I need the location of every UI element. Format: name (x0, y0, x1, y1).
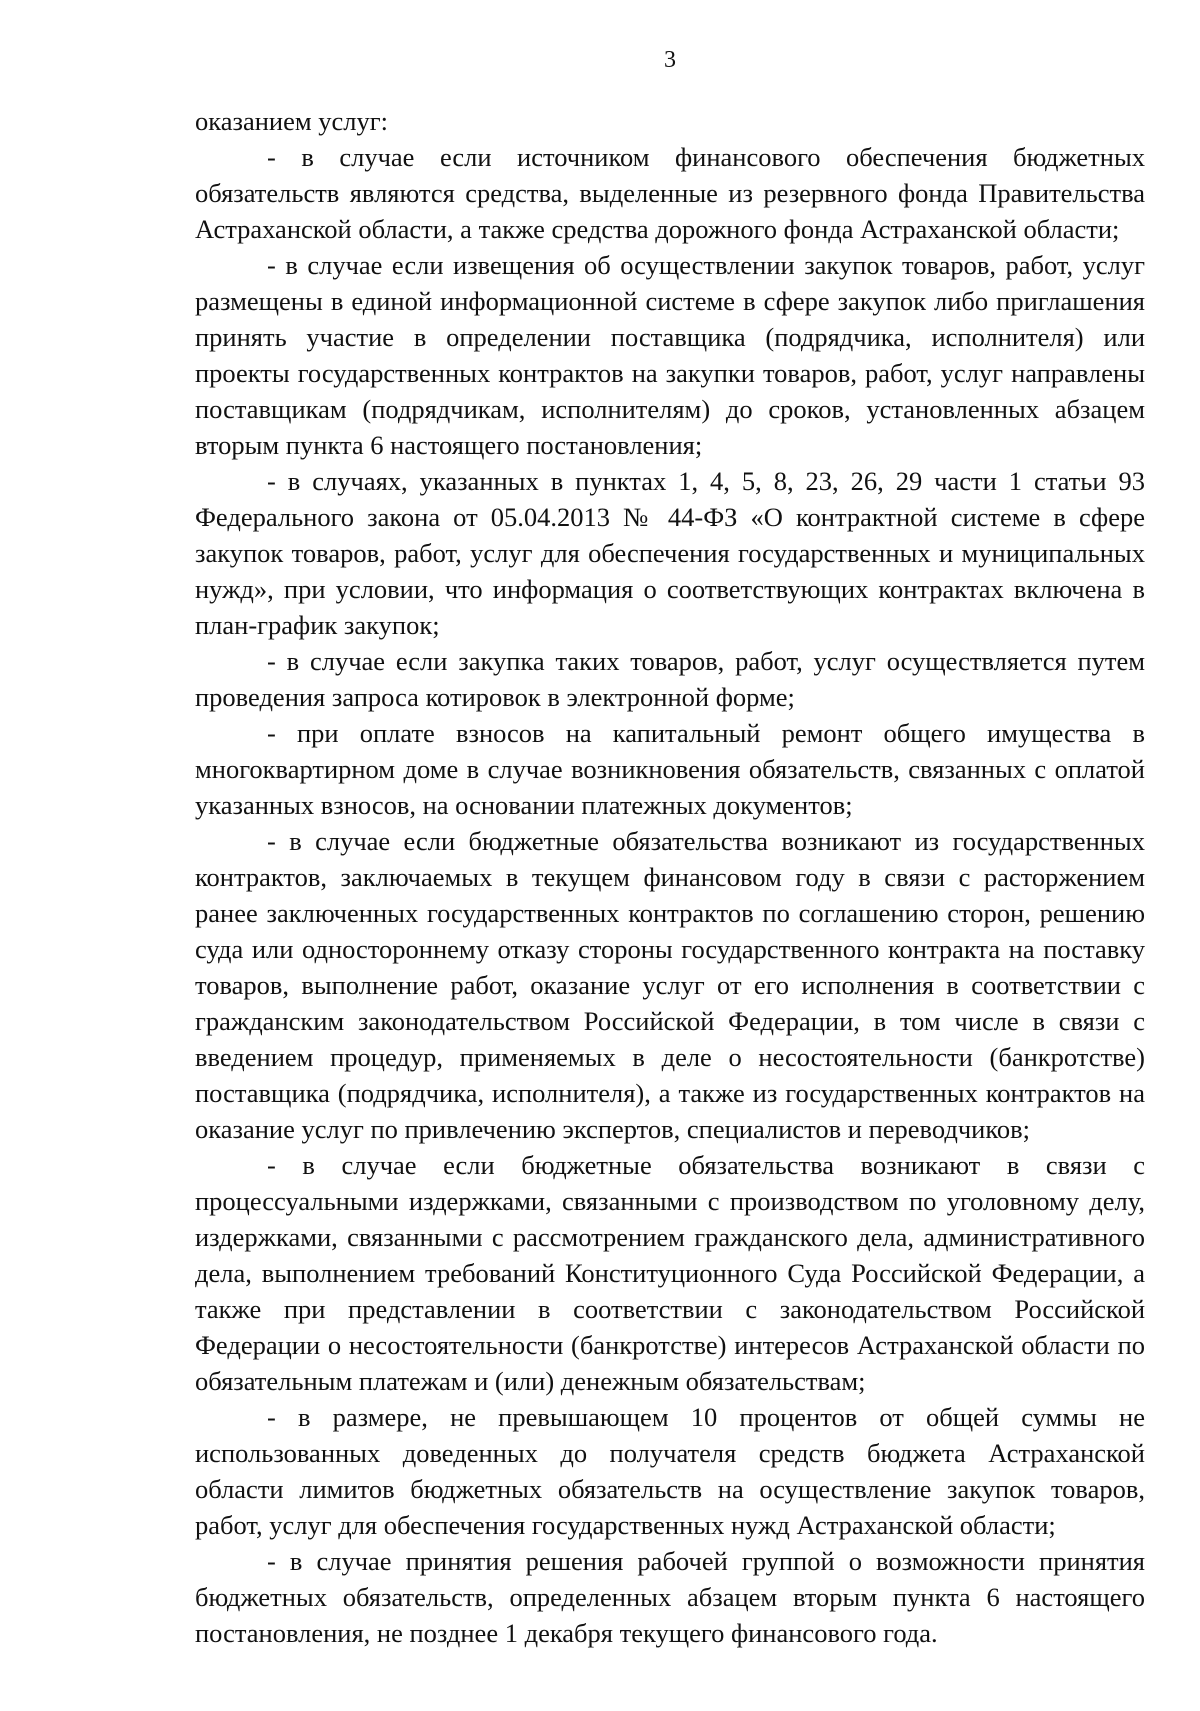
paragraph-federal-law-cases: - в случаях, указанных в пунктах 1, 4, 5, 8, 23, 26, 29 части 1 статьи 93 Федерального закона от 05.04.2013 № 44-ФЗ «О контрактной системе в сфере закупок товаров, работ, услуг для обеспечения государственных и муниципальных нужд», при условии, что информация о соответствующих контрактах включена в план-график закупок; (195, 466, 1145, 640)
paragraph-quotation-request: - в случае если закупка таких товаров, работ, услуг осуществляется путем проведения запроса котировок в электронной форме; (195, 646, 1145, 712)
document-body (195, 103, 1145, 1651)
paragraph-continuation: оказанием услуг: (195, 106, 388, 136)
paragraph-working-group-decision: - в случае принятия решения рабочей группой о возможности принятия бюджетных обязательств, определенных абзацем вторым пункта 6 настоящего постановления, не позднее 1 декабря текущего финансового года. (195, 1546, 1145, 1648)
paragraph-ten-percent-limit: - в размере, не превышающем 10 процентов от общей суммы не использованных доведенных до получателя средств бюджета Астраханской области лимитов бюджетных обязательств на осуществление закупок товаров, работ, услуг для обеспечения государственных нужд Астраханской области; (195, 1402, 1145, 1540)
page-number: 3 (664, 47, 676, 73)
paragraph-procedural-costs: - в случае если бюджетные обязательства возникают в связи с процессуальными издержками, связанными с производством по уголовному делу, издержками, связанными с рассмотрением гражданского дела, административного дела, выполнением требований Конституционного Суда Российской Федерации, а также при представлении в соответствии с законодательством Российской Федерации о несостоятельности (банкротстве) интересов Астраханской области по обязательным платежам и (или) денежным обязательствам; (195, 1150, 1145, 1396)
paragraph-reserve-fund: - в случае если источником финансового обеспечения бюджетных обязательств являются средства, выделенные из резервного фонда Правительства Астраханской области, а также средства дорожного фонда Астраханской области; (195, 142, 1145, 244)
paragraph-capital-repair: - при оплате взносов на капитальный ремонт общего имущества в многоквартирном доме в случае возникновения обязательств, связанных с оплатой указанных взносов, на основании платежных документов; (195, 718, 1145, 820)
paragraph-contract-termination: - в случае если бюджетные обязательства возникают из государственных контрактов, заключаемых в текущем финансовом году в связи с расторжением ранее заключенных государственных контрактов по соглашению сторон, решению суда или одностороннему отказу стороны государственного контракта на поставку товаров, выполнение работ, оказание услуг от его исполнения в соответствии с гражданским законодательством Российской Федерации, в том числе в связи с введением процедур, применяемых в деле о несостоятельности (банкротстве) поставщика (подрядчика, исполнителя), а также из государственных контрактов на оказание услуг по привлечению экспертов, специалистов и переводчиков; (195, 826, 1145, 1144)
paragraph-procurement-notices: - в случае если извещения об осуществлении закупок товаров, работ, услуг размещены в единой информационной системе в сфере закупок либо приглашения принять участие в определении поставщика (подрядчика, исполнителя) или проекты государственных контрактов на закупки товаров, работ, услуг направлены поставщикам (подрядчикам, исполнителям) до сроков, установленных абзацем вторым пункта 6 настоящего постановления; (195, 250, 1145, 460)
